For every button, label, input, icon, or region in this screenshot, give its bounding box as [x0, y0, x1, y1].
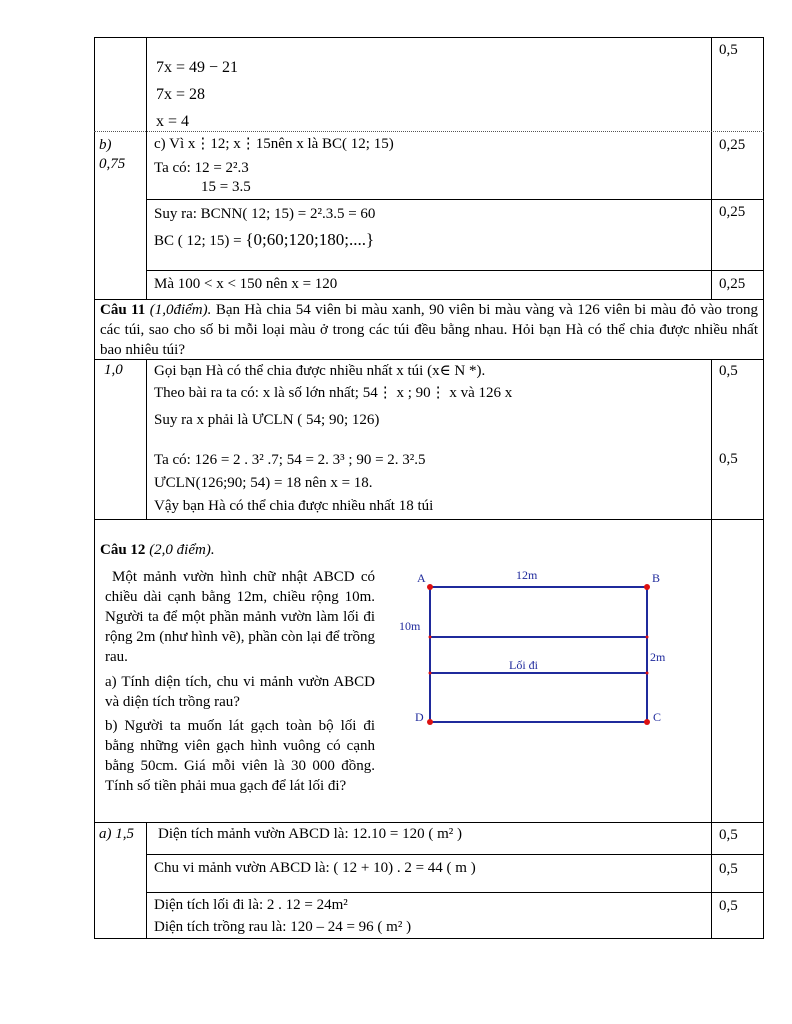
score-b-2: 0,25 — [719, 204, 746, 220]
question-12-title: Câu 12 — [100, 542, 146, 558]
point-b — [644, 584, 650, 590]
q12-answer-3a: Diện tích lối đi là: 2 . 12 = 24m² — [154, 897, 348, 913]
question-11-points: (1,0điểm). — [149, 302, 212, 318]
point-path-2 — [646, 636, 649, 639]
label-path: Lối đi — [509, 658, 538, 672]
equation-line-3: x = 4 — [156, 113, 190, 130]
label-d: D — [415, 710, 424, 724]
garden-figure — [390, 560, 690, 740]
part-b-line-6: Mà 100 < x < 150 nên x = 120 — [154, 276, 338, 292]
q12-part-a-points: a) 1,5 — [99, 826, 134, 842]
q11-line-1: Gọi bạn Hà có thể chia được nhiều nhất x túi (x∈ N *). — [154, 363, 486, 379]
point-c — [644, 719, 650, 725]
question-12-points: (2,0 điểm). — [149, 542, 215, 558]
part-b-line-3: 15 = 3.5 — [201, 179, 251, 195]
score-q11-2: 0,5 — [719, 451, 738, 467]
equation-line-1: 7x = 49 − 21 — [156, 59, 239, 76]
q11-line-2: Theo bài ra ta có: x là số lớn nhất; 54⋮ x ; 90⋮ x và 126 x — [154, 385, 513, 401]
q12-answer-3b: Diện tích trồng rau là: 120 – 24 = 96 ( m² ) — [154, 919, 412, 935]
score-q12-3: 0,5 — [719, 898, 738, 914]
bc-set: {0;60;120;180;....} — [245, 230, 375, 249]
score-q12-2: 0,5 — [719, 861, 738, 877]
bc-label: BC ( 12; 15) = — [154, 233, 246, 249]
question-11-text — [100, 300, 758, 360]
label-b: B — [652, 571, 661, 585]
part-b-line-2: Ta có: 12 = 2².3 — [154, 160, 249, 176]
score-q11-1: 0,5 — [719, 363, 738, 379]
question-12-intro: Một mảnh vườn hình chữ nhật ABCD có chiều dài cạnh bằng 12m, chiều rộng 10m. Người ta để một phần mảnh vườn làm lối đi rộng 2m (như hình vẽ), phần còn lại để trồng rau. — [105, 569, 375, 665]
q11-line-3: Suy ra x phải là ƯCLN ( 54; 90; 126) — [154, 412, 380, 428]
part-b-points: 0,75 — [99, 156, 126, 172]
question-12-part-a: a) Tính diện tích, chu vi mảnh vườn ABCD và diện tích trồng rau? — [105, 674, 375, 710]
garden-rectangle — [430, 587, 647, 722]
part-b-label: b) — [99, 137, 112, 153]
part-b-line-1: c) Vì x⋮12; x⋮15nên x là BC( 12; 15) — [154, 136, 394, 152]
question-12-heading — [100, 541, 215, 559]
question-11-body: Bạn Hà chia 54 viên bi màu xanh, 90 viên bi màu vàng và 126 viên bi màu đỏ vào trong các túi, sao cho số bi mỗi loại màu ở trong các túi đều bằng nhau. Hỏi bạn Hà có thể chia được nhiều nhất bao nhiêu túi? — [100, 302, 759, 358]
label-length: 12m — [516, 568, 538, 582]
q11-line-5: ƯCLN(126;90; 54) = 18 nên x = 18. — [154, 475, 373, 491]
label-a: A — [417, 571, 426, 585]
q12-answer-2: Chu vi mảnh vườn ABCD là: ( 12 + 10) . 2 = 44 ( m ) — [154, 860, 476, 876]
part-b-line-4: Suy ra: BCNN( 12; 15) = 2².3.5 = 60 — [154, 206, 376, 222]
q11-points-label: 1,0 — [104, 362, 123, 378]
label-path-width: 2m — [650, 650, 666, 664]
score-top: 0,5 — [719, 42, 738, 58]
q11-line-4: Ta có: 126 = 2 . 3² .7; 54 = 2. 3³ ; 90 = 2. 3².5 — [154, 452, 426, 468]
point-a — [427, 584, 433, 590]
point-path-3 — [429, 672, 432, 675]
score-q12-1: 0,5 — [719, 827, 738, 843]
q11-line-6: Vậy bạn Hà có thể chia được nhiều nhất 18 túi — [154, 498, 434, 514]
point-d — [427, 719, 433, 725]
part-b-line-5 — [154, 231, 374, 250]
question-11-title: Câu 11 — [100, 302, 146, 318]
point-path-1 — [429, 636, 432, 639]
equation-line-2: 7x = 28 — [156, 86, 206, 103]
point-path-4 — [646, 672, 649, 675]
question-12-part-b: b) Người ta muốn lát gạch toàn bộ lối đi bằng những viên gạch hình vuông có cạnh bằng 50cm. Giá mỗi viên là 30 000 đồng. Tính số tiền phải mua gạch để lát lối đi? — [105, 718, 375, 794]
score-b-3: 0,25 — [719, 276, 746, 292]
label-c: C — [653, 710, 662, 724]
q12-answer-1: Diện tích mảnh vườn ABCD là: 12.10 = 120 ( m² ) — [158, 826, 462, 842]
label-width: 10m — [399, 619, 421, 633]
score-b-1: 0,25 — [719, 137, 746, 153]
